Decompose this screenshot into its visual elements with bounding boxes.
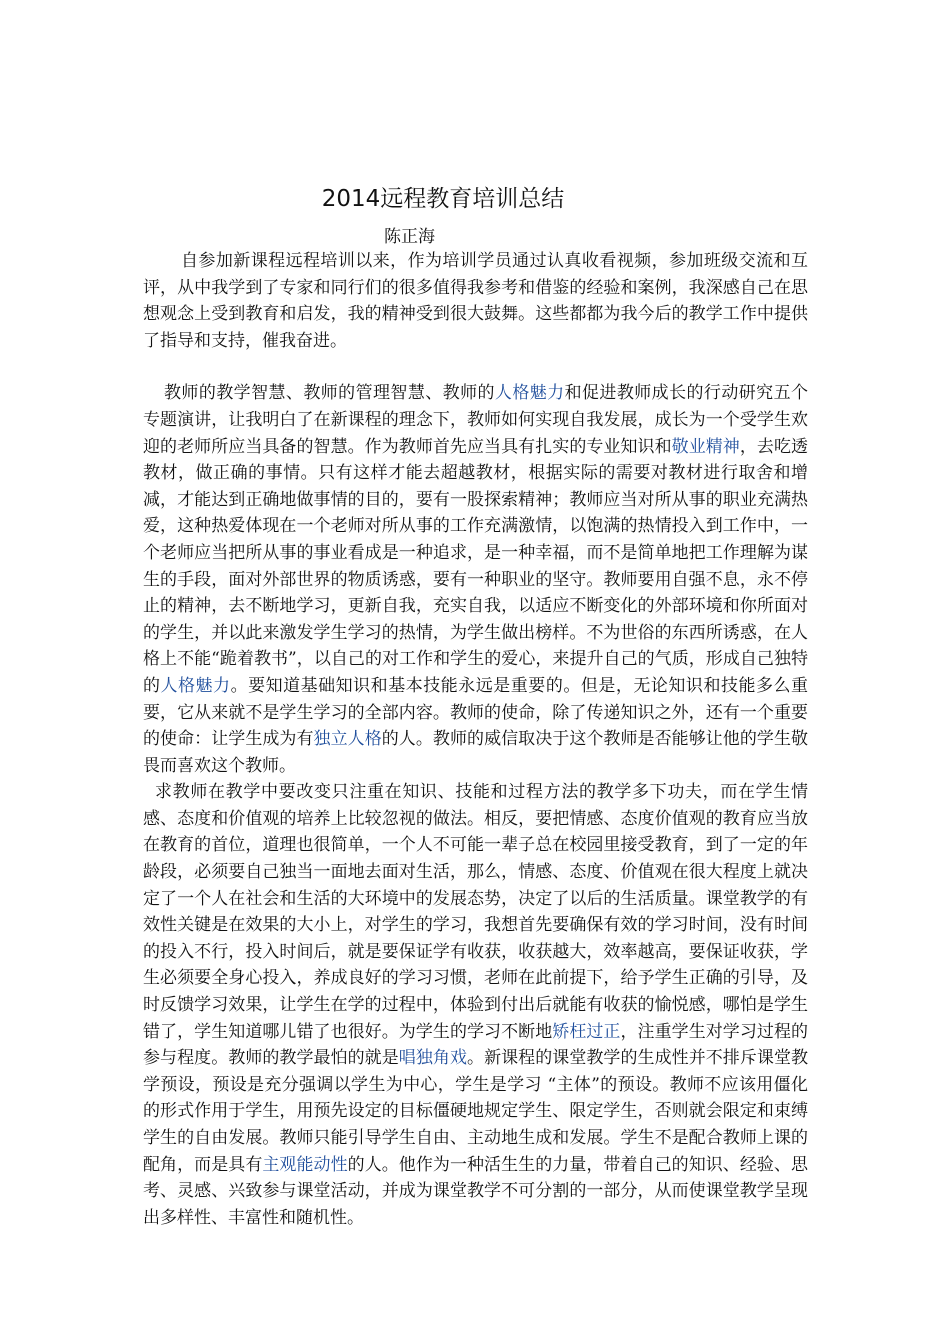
keyword-link[interactable]: 唱独角戏 — [398, 1048, 468, 1069]
keyword-link[interactable]: 独立人格 — [313, 729, 382, 750]
paragraph-teacher-wisdom — [143, 380, 808, 779]
keyword-link[interactable]: 矫枉过正 — [552, 1021, 621, 1042]
document-body — [143, 248, 808, 1231]
text-segment: ，注重学生对学习过程的参与程度。教师的教学最怕的就是 — [143, 1021, 809, 1069]
text-segment: 的人。他作为一种活生生的力量，带着自己的知识、经验、思考、灵感、兴致参与课堂活动，并成为课堂教学不可分割的一部分，从而使课堂教学呈现出多样性、丰富性和随机性。 — [143, 1154, 809, 1228]
document-title: 2014远程教育培训总结 — [321, 186, 565, 212]
text-segment: 。新课程的课堂教学的生成性并不排斥课堂教学预设，预设是充分强调以学生为中心，学生是学习 “主体”的预设。教师不应该用僵化的形式作用于学生，用预先设定的目标僵硬地规定学生、限定学生，否则就会限定和束缚学生的自由发展。教师只能引导学生自由、主动地生成和发展。学生不是配合教师上课的配角，而是具有 — [143, 1048, 809, 1175]
document-author: 陈正海 — [384, 227, 435, 247]
keyword-link[interactable]: 敬业精神 — [671, 436, 740, 457]
keyword-link[interactable]: 人格魅力 — [160, 675, 231, 696]
keyword-link[interactable]: 主观能动性 — [262, 1154, 348, 1175]
text-segment: 。要知道基础知识和基本技能永远是重要的。但是，无论知识和技能多么重要，它从来就不是学生学习的全部内容。教师的使命，除了传递知识之外，还有一个重要的使命：让学生成为有 — [143, 675, 809, 750]
text-segment: 的人。教师的威信取决于这个教师是否能够让他的学生敬畏而喜欢这个教师。 — [143, 729, 809, 776]
text-segment: 和促进教师成长的行动研究五个专题演讲，让我明白了在新课程的理念下，教师如何实现自我发展，成长为一个受学生欢迎的老师所应当具备的智慧。作为教师首先应当具有扎实的专业知识和 — [143, 383, 809, 457]
text-segment: 自参加新课程远程培训以来，作为培训学员通过认真收看视频，参加班级交流和互评，从中我学到了专家和同行们的很多值得我参考和借鉴的经验和案例，我深感自己在思想观念上受到教育和启发，我的精神受到很大鼓舞。这些都都为我今后的教学工作中提供了指导和支持，催我奋进。 — [143, 251, 808, 351]
text-segment: 求教师在教学中要改变只注重在知识、技能和过程方法的教学多下功夫，而在学生情感、态度和价值观的培养上比较忽视的做法。相反，要把情感、态度价值观的教育应当放在教育的首位，道理也很简单，一个人不可能一辈子总在校园里接受教育，到了一定的年龄段，必须要自己独当一面地去面对生活，那么，情感、态度、价值观在很大程度上就决定了一个人在社会和生活的大环境中的发展态势，决定了以后的生活质量。课堂教学的有效性关键是在效果的大小上，对学生的学习，我想首先要确保有效的学习时间，没有时间的投入不行，投入时间后，就是要保证学有收获，收获越大，效率越高，要保证收获，学生必须要全身心投入，养成良好的学习习惯，老师在此前提下，给予学生正确的引导，及时反馈学习效果，让学生在学的过程中，体验到付出后就能有收获的愉悦感，哪怕是学生错了，学生知道哪儿错了也很好。为学生的学习不断地 — [143, 782, 808, 1042]
keyword-link[interactable]: 人格魅力 — [494, 383, 565, 404]
paragraph-classroom-teaching — [143, 779, 808, 1231]
text-segment: ，去吃透教材，做正确的事情。只有这样才能去超越教材，根据实际的需要对教材进行取舍和增减，才能达到正确地做事情的目的，要有一股探索精神；教师应当对所从事的职业充满热爱，这种热爱体现在一个老师对所从事的工作充满激情，以饱满的热情投入到工作中，一个老师应当把所从事的事业看成是一种追求，是一种幸福，而不是简单地把工作理解为谋生的手段，面对外部世界的物质诱惑，要有一种职业的坚守。教师要用自强不息，永不停止的精神，去不断地学习，更新自我，充实自我，以适应不断变化的外部环境和你所面对的学生，并以此来激发学生学习的热情，为学生做出榜样。不为世俗的东西所诱惑，在人格上不能“跪着教书”，以自己的对工作和学生的爱心，来提升自己的气质，形成自己独特的 — [143, 436, 809, 696]
paragraph-intro — [143, 248, 808, 354]
paragraph-gap — [143, 354, 808, 380]
text-segment: 教师的教学智慧、教师的管理智慧、教师的 — [164, 383, 495, 404]
